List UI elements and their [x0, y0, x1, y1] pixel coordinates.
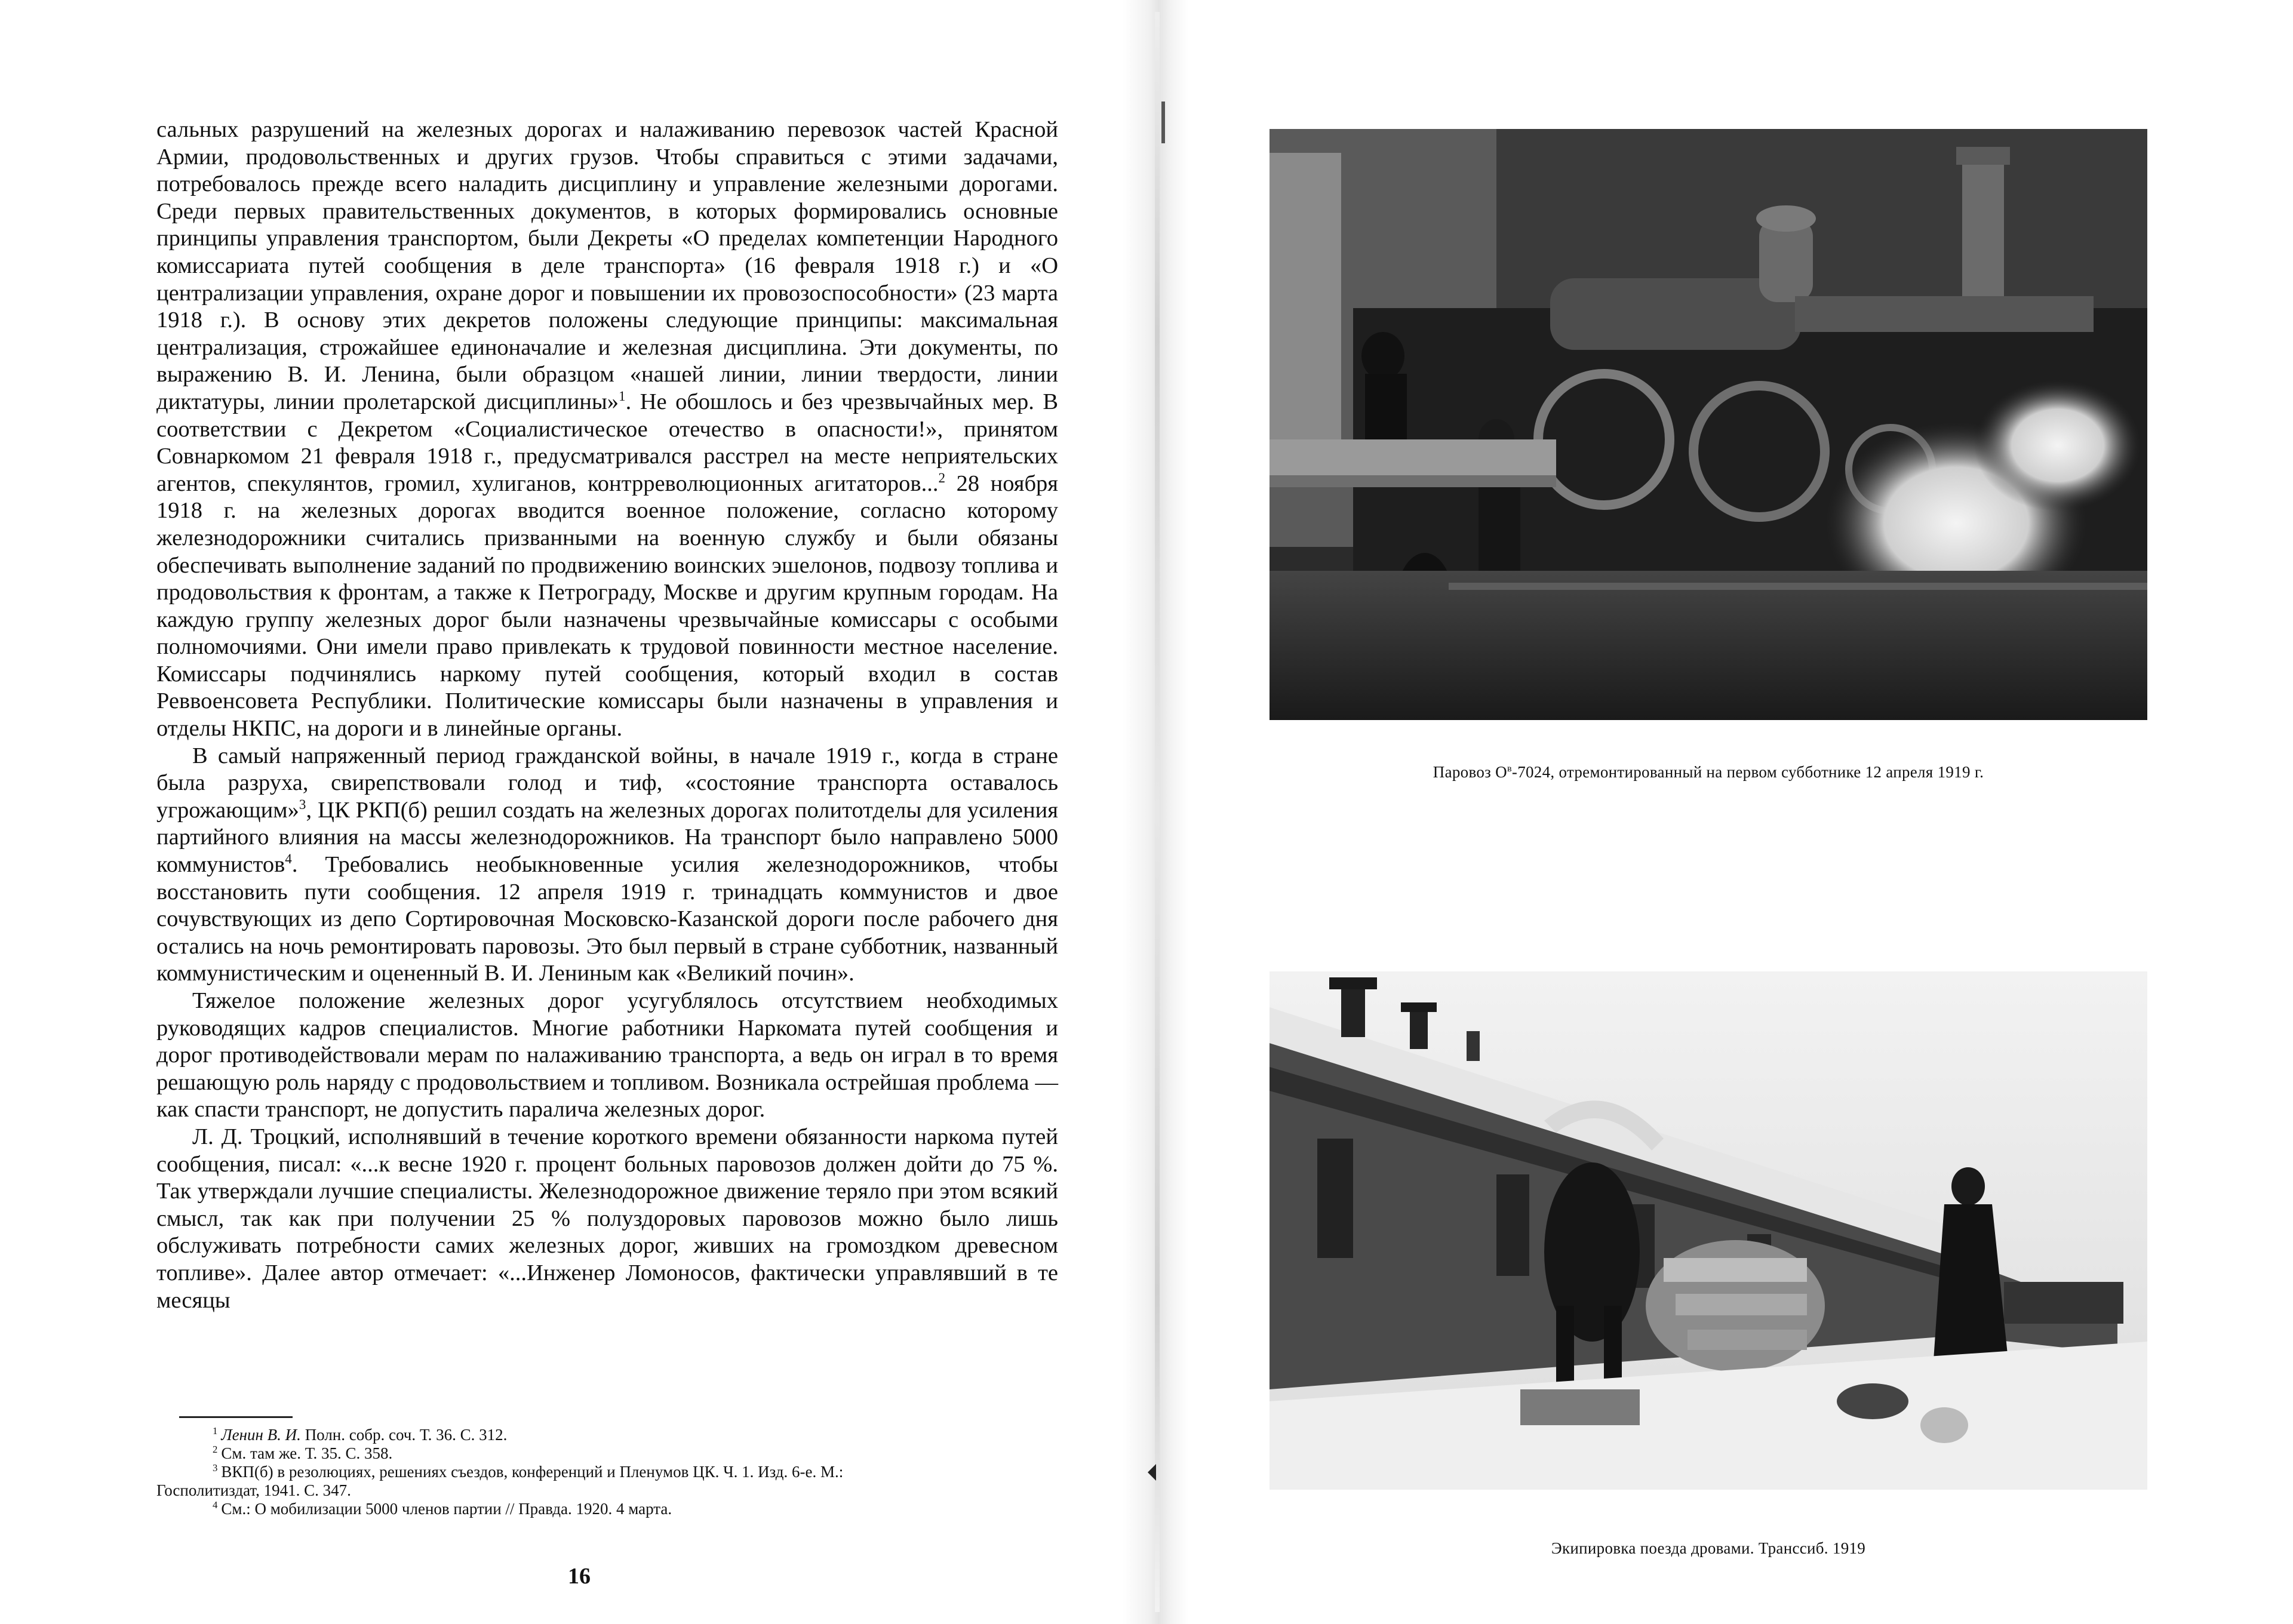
photo-caption: Экипировка поезда дровами. Транссиб. 1919	[1551, 1539, 1866, 1557]
footnotes	[156, 1426, 1076, 1518]
gutter-arrow-icon	[1148, 1464, 1156, 1481]
footnote-divider	[179, 1416, 293, 1418]
train-firewood-photo	[1270, 971, 2147, 1490]
photo-caption: Паровоз $О^в-7024$, отремонтированный на первом субботнике 12 апреля 1919 г.	[1433, 763, 1984, 781]
footnote: $^3$ ВКП(б) в резолюциях, решениях съездов, конференций и Пленумов ЦК. Ч. 1. Изд. 6-е. М.: Госполитиздат, 1941. С. 347.	[156, 1462, 844, 1499]
page-number: 16	[568, 1564, 591, 1589]
footnote: $^2$ См. там же. Т. 35. С. 358.	[213, 1444, 393, 1462]
gutter-shadow	[1155, 12, 1160, 1612]
footnote: $^1$ Ленин В. И. Полн. собр. соч. Т. 36. С. 312.	[213, 1425, 508, 1444]
paragraph: В самый напряженный период гражданской войны, в начале 1919 г., когда в стране была разруха, свирепствовали голод и тиф, «состояние транспорта оставалось угрожающим»$^3$, ЦК РКП(б) решил создать на железных дорогах политотделы для усиления партийного влияния на массы железнодорожников. На транспорт было направлено 5000 коммунистов$^4$. Требовались необыкновенные усилия железнодорожников, чтобы восстановить пути сообщения. 12 апреля 1919 г. тринадцать коммунистов и двое сочувствующих из депо Сортировочная Московско-Казанской дороги после рабочего дня остались на ночь ремонтировать паровозы. Это был первый в стране субботник, названный коммунистическим и оцененный В. И. Лениным как «Великий почин».	[156, 743, 1058, 986]
paragraph: сальных разрушений на железных дорогах и налаживанию перевозок частей Красной Армии, продовольственных и других грузов. Чтобы справиться с этими задачами, потребовалось прежде всего наладить дисциплину и управление железными дорогами. Среди первых правительственных документов, в которых формировались основные принципы управления транспортом, были Декреты «О пределах компетенции Народного комиссариата путей сообщения в деле транспорта» (16 февраля 1918 г.) и «О централизации управления, охране дорог и повышении их провозоспособности» (23 марта 1918 г.). В основу этих декретов положены следующие принципы: максимальная централизация, строжайшее единоначалие и железная дисциплина. Эти документы, по выражению В. И. Ленина, были образцом «нашей линии, линии твердости, линии диктатуры, линии пролетарской дисциплины»$^1$. Не обошлось и без чрезвычайных мер. В соответствии с Декретом «Социалистическое отечество в опасности!», принятом Совнаркомом 21 февраля 1918 г., предусматривался расстрел на месте неприятельских агентов, спекулянтов, громил, хулиганов, контрреволюционных агитаторов...$^2$ 28 ноября 1918 г. на железных дорогах вводится военное положение, согласно которому железнодорожники считались призванными на военную службу и были обязаны обеспечивать выполнение заданий по продвижению воинских эшелонов, подвозу топлива и продовольствия к фронтам, а также к Петрограду, Москве и другим крупным городам. На каждую группу железных дорог были назначены чрезвычайные комиссары с особыми полномочиями. Они имели право привлекать к трудовой повинности местное население. Комиссары подчинялись наркому путей сообщения, который входил в состав Реввоенсовета Республики. Политические комиссары были назначены в управления и отделы НКПС, на дороги и в линейные органы.	[156, 117, 1059, 742]
gutter-mark	[1161, 102, 1165, 143]
paragraph: Тяжелое положение железных дорог усугублялось отсутствием необходимых руководящих кадров специалистов. Многие работники Наркомата путей сообщения и дорог противодействовали мерам по налаживанию транспорта, а ведь он играл в то время решающую роль наряду с продовольствием и топливом. Возникала острейшая проблема — как спасти транспорт, не допустить паралича железных дорог.	[156, 988, 1058, 1122]
footnote: $^4$ См.: О мобилизации 5000 членов партии // Правда. 1920. 4 марта.	[213, 1499, 672, 1518]
locomotive-repair-photo	[1270, 129, 2147, 720]
body-text	[156, 116, 1058, 1314]
paragraph: Л. Д. Троцкий, исполнявший в течение короткого времени обязанности наркома путей сообщения, писал: «...к весне 1920 г. процент больных паровозов должен дойти до 75 %. Так утверждали лучшие специалисты. Железнодорожное движение теряло при этом всякий смысл, так как при получении 25 % полуздоровых паровозов можно было лишь обслуживать потребности самих железных дорог, живших на громоздком древесном топливе». Далее автор отмечает: «...Инженер Ломоносов, фактически управлявший в те месяцы	[156, 1124, 1058, 1313]
right-page	[1188, 0, 2293, 1624]
